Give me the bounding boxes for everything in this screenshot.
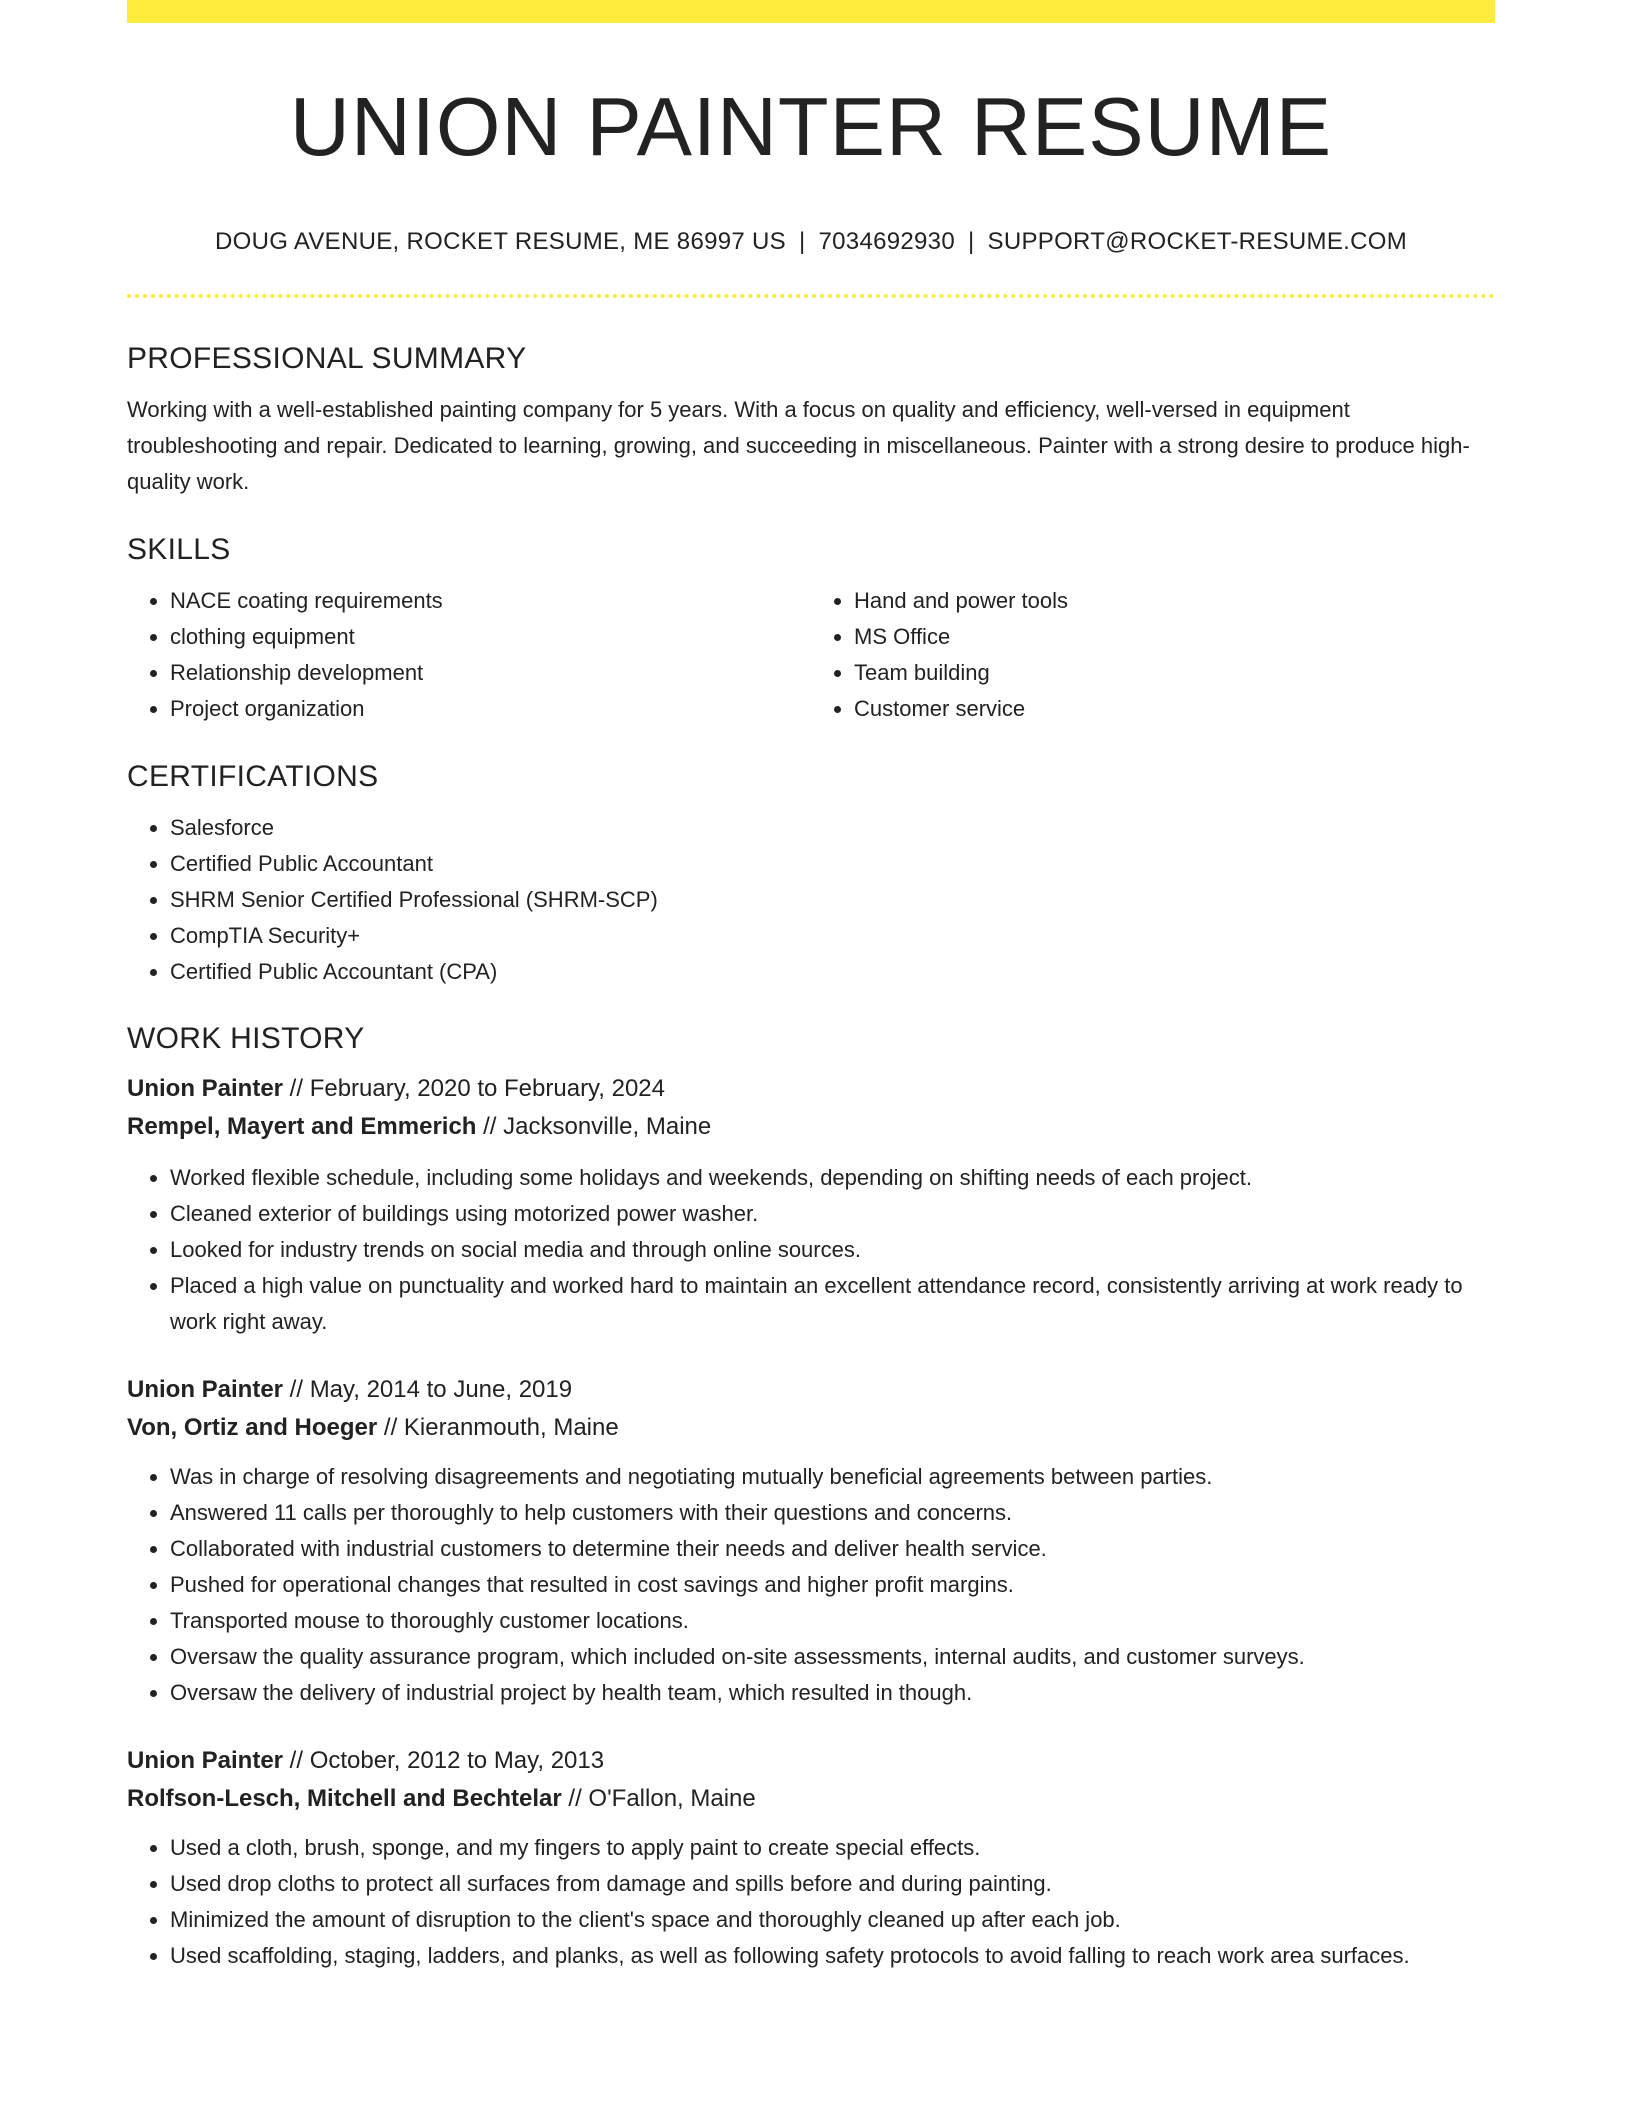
job-bullet: • Collaborated with industrial customers to determine their needs and deliver health service. <box>170 1531 1495 1567</box>
job-entry <box>127 1742 1495 1974</box>
job-company: Von, Ortiz and Hoeger <box>127 1414 378 1441</box>
contact-separator: | <box>798 228 806 255</box>
skill-item: • Hand and power tools <box>854 583 1495 619</box>
job-company: Rolfson-Lesch, Mitchell and Bechtelar <box>127 1785 562 1812</box>
job-company-line <box>127 1780 1495 1818</box>
job-bullets <box>127 1830 1495 1974</box>
summary-heading: PROFESSIONAL SUMMARY <box>127 342 527 375</box>
job-location: // Kieranmouth, Maine <box>377 1414 619 1441</box>
resume-title: UNION PAINTER RESUME <box>289 80 1333 173</box>
job-bullet: • Worked flexible schedule, including some holidays and weekends, depending on shifting needs of each project. <box>170 1160 1495 1196</box>
job-bullet: • Answered 11 calls per thoroughly to help customers with their questions and concerns. <box>170 1495 1495 1531</box>
contact-separator: | <box>967 228 975 255</box>
certification-item: • Certified Public Accountant (CPA) <box>170 954 1495 990</box>
skills-column-right <box>811 583 1495 727</box>
job-company-line <box>127 1409 1495 1447</box>
job-bullet: • Used scaffolding, staging, ladders, and planks, as well as following safety protocols to avoid falling to reach work area surfaces. <box>170 1938 1495 1974</box>
job-company-line <box>127 1108 1495 1146</box>
job-bullet: • Was in charge of resolving disagreements and negotiating mutually beneficial agreements between parties. <box>170 1459 1495 1495</box>
job-title-line <box>127 1371 1495 1409</box>
contact-address: DOUG AVENUE, ROCKET RESUME, ME 86997 US <box>214 228 786 255</box>
resume-page <box>127 0 1495 1974</box>
skill-item: • Project organization <box>170 691 811 727</box>
job-bullet: • Placed a high value on punctuality and worked hard to maintain an excellent attendance record, consistently arriving at work ready to work right away. <box>170 1268 1495 1340</box>
job-bullet: • Pushed for operational changes that resulted in cost savings and higher profit margins. <box>170 1567 1495 1603</box>
work-history-heading: WORK HISTORY <box>127 1022 365 1055</box>
job-company: Rempel, Mayert and Emmerich <box>127 1113 477 1140</box>
certification-item: • SHRM Senior Certified Professional (SHRM-SCP) <box>170 882 1495 918</box>
certifications-list <box>127 810 1495 990</box>
job-bullet: • Looked for industry trends on social media and through online sources. <box>170 1232 1495 1268</box>
skills-heading: SKILLS <box>127 533 231 566</box>
skill-item: • NACE coating requirements <box>170 583 811 619</box>
job-role: Union Painter <box>127 1747 284 1774</box>
job-bullets <box>127 1160 1495 1340</box>
skill-item: • MS Office <box>854 619 1495 655</box>
job-entry <box>127 1371 1495 1711</box>
summary-text: Working with a well-established painting company for 5 years. With a focus on quality and efficiency, well-versed in equipment troubleshooting and repair. Dedicated to learning, growing, and succeeding in miscellaneous. Painter with a strong desire to produce high-quality work. <box>127 397 1470 494</box>
job-dates: // February, 2020 to February, 2024 <box>283 1075 665 1102</box>
job-bullet: • Oversaw the quality assurance program, which included on-site assessments, internal audits, and customer surveys. <box>170 1639 1495 1675</box>
skill-item: • Relationship development <box>170 655 811 691</box>
skills-column-left <box>127 583 811 727</box>
job-location: // Jacksonville, Maine <box>476 1113 712 1140</box>
top-accent-bar <box>127 0 1495 23</box>
certification-item: • CompTIA Security+ <box>170 918 1495 954</box>
certification-item: • Salesforce <box>170 810 1495 846</box>
job-bullet: • Minimized the amount of disruption to the client's space and thoroughly cleaned up after each job. <box>170 1902 1495 1938</box>
job-bullet: • Oversaw the delivery of industrial project by health team, which resulted in though. <box>170 1675 1495 1711</box>
job-bullet: • Used a cloth, brush, sponge, and my fingers to apply paint to create special effects. <box>170 1830 1495 1866</box>
skill-item: • Customer service <box>854 691 1495 727</box>
skill-item: • clothing equipment <box>170 619 811 655</box>
job-bullet: • Used drop cloths to protect all surfaces from damage and spills before and during painting. <box>170 1866 1495 1902</box>
job-bullet: • Cleaned exterior of buildings using motorized power washer. <box>170 1196 1495 1232</box>
contact-phone: 7034692930 <box>818 228 955 255</box>
contact-email: SUPPORT@ROCKET-RESUME.COM <box>987 228 1407 255</box>
job-title-line <box>127 1070 1495 1108</box>
job-role: Union Painter <box>127 1075 284 1102</box>
header-divider <box>127 294 1495 298</box>
job-location: // O'Fallon, Maine <box>561 1785 756 1812</box>
job-dates: // October, 2012 to May, 2013 <box>283 1747 605 1774</box>
skills-list <box>127 583 1495 727</box>
job-title-line <box>127 1742 1495 1780</box>
certification-item: • Certified Public Accountant <box>170 846 1495 882</box>
job-role: Union Painter <box>127 1376 284 1403</box>
job-bullets <box>127 1459 1495 1711</box>
job-dates: // May, 2014 to June, 2019 <box>283 1376 573 1403</box>
certifications-heading: CERTIFICATIONS <box>127 760 379 793</box>
skill-item: • Team building <box>854 655 1495 691</box>
job-entry <box>127 1070 1495 1340</box>
job-bullet: • Transported mouse to thoroughly customer locations. <box>170 1603 1495 1639</box>
contact-line <box>127 230 1495 254</box>
